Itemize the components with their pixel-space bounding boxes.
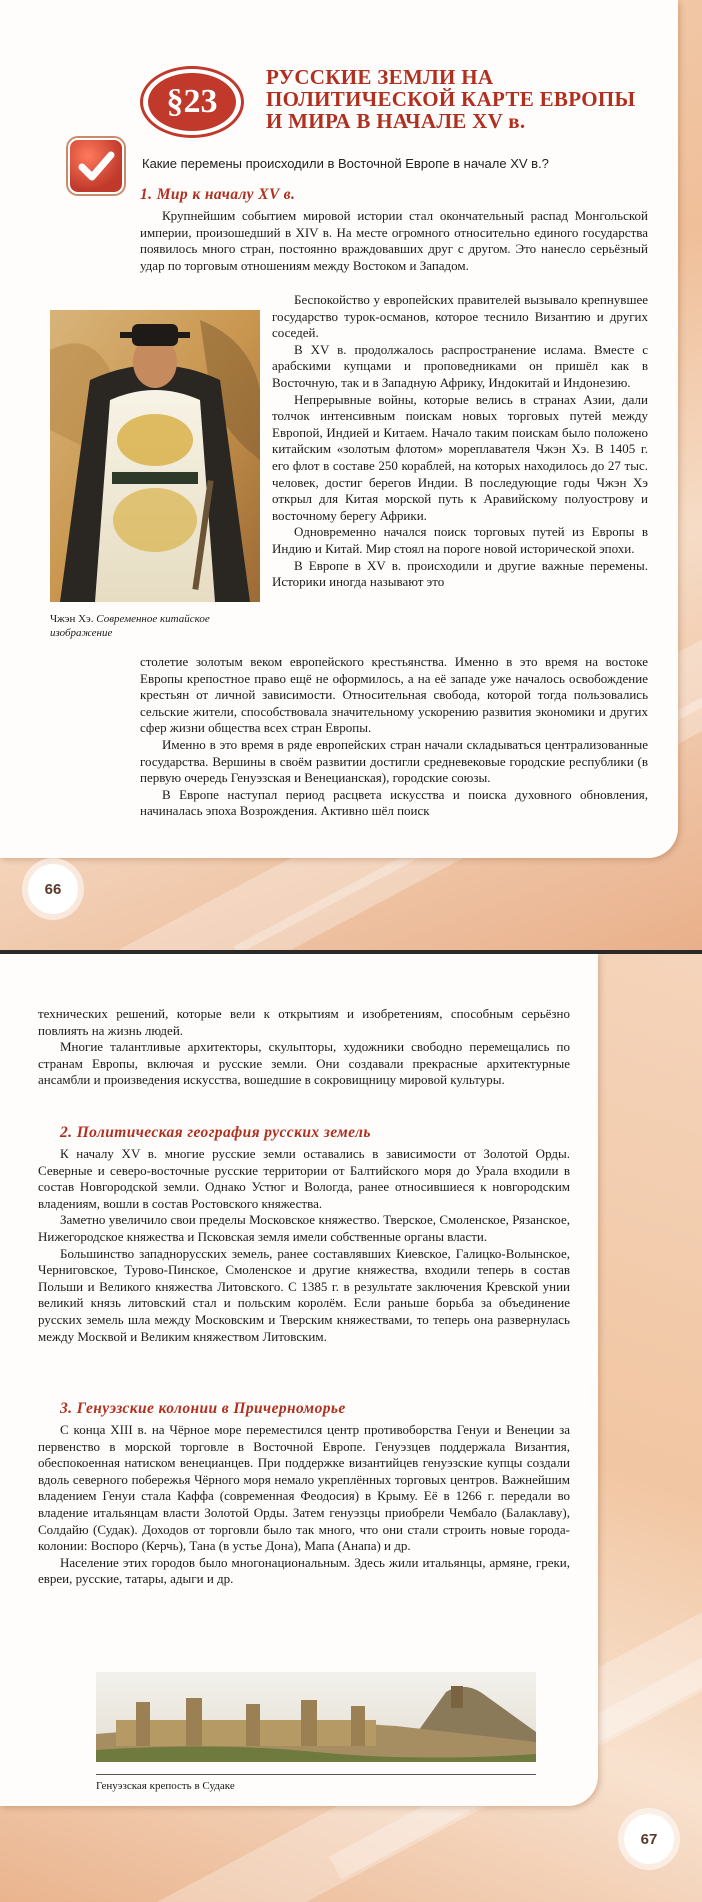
zheng-he-portrait bbox=[50, 310, 260, 602]
section-question: Какие перемены происходили в Восточной Европе в начале XV в.? bbox=[142, 156, 549, 171]
paragraph: столетие золотым веком европейского крестьянства. Именно в это время на востоке Европы крепостное право ещё не оформилось, а на её западе уже началось освобождение крестьян от личной зависимости. Относительная свобода, которой тогда пользовались сельские жители, способствовала значительному ускорению развития экономики и других сфер жизни общества всех стран Европы. bbox=[140, 654, 648, 736]
section-heading-1: 1. Мир к началу XV в. bbox=[140, 186, 296, 203]
section-heading-3: 3. Генуэзские колонии в Причерноморье bbox=[60, 1400, 346, 1417]
caption-name: Чжэн Хэ. bbox=[50, 613, 94, 625]
page-number: 67 bbox=[624, 1814, 674, 1864]
chapter-title-line: И МИРА В НАЧАЛЕ XV в. bbox=[266, 109, 526, 133]
paragraph: Заметно увеличило свои пределы Московское княжество. Тверское, Смоленское, Рязанское, Нижегородское княжества и Псковская земля имели собственные органы власти. bbox=[38, 1212, 570, 1244]
paragraph: В XV в. продолжалось распространение ислама. Вместе с арабскими купцами и проповедниками он пришёл как в Восточную, так и в Западную Африку, Индокитай и Индонезию. bbox=[272, 341, 648, 390]
paragraph: Население этих городов было многонациональным. Здесь жили итальянцы, армяне, греки, евреи, русские, татары, адыги и др. bbox=[38, 1554, 570, 1587]
paragraph: Беспокойство у европейских правителей вызывало крепнувшее государство турок-османов, которое теснило Византию и других соседей. bbox=[272, 292, 648, 341]
paragraph: Именно в это время в ряде европейских стран начали складываться централизованные государства. Вершины в своём развитии достигли средневековые городские республики (в первую очередь Генуэзская и Венецианская), городские союзы. bbox=[140, 736, 648, 786]
caption-italic: Современное китайское изображение bbox=[50, 613, 210, 639]
sudak-fortress-image bbox=[96, 1672, 536, 1762]
bottom-column bbox=[140, 654, 648, 820]
page-67 bbox=[0, 954, 702, 1902]
paragraph: технических решений, которые вели к открытиям и изобретениям, способным серьёзно повлиять на жизнь людей. bbox=[38, 1006, 570, 1038]
chapter-title-line: РУССКИЕ ЗЕМЛИ НА bbox=[266, 65, 494, 89]
top-column bbox=[38, 1006, 570, 1089]
fortress-caption: Генуэзская крепость в Судаке bbox=[96, 1774, 536, 1793]
page-number: 66 bbox=[28, 864, 78, 914]
page-66 bbox=[0, 0, 702, 950]
section3-text bbox=[38, 1422, 570, 1588]
chapter-title-line: ПОЛИТИЧЕСКОЙ КАРТЕ ЕВРОПЫ bbox=[266, 87, 636, 111]
paragraph: В Европе в XV в. происходили и другие важные перемены. Историки иногда называют это bbox=[272, 557, 648, 590]
paragraph-number: §23 bbox=[148, 73, 236, 131]
paragraph: В Европе наступал период расцвета искусства и поиска духовного обновления, начиналась эпоха Возрождения. Активно шёл поиск bbox=[140, 786, 648, 819]
paragraph: С конца XIII в. на Чёрное море переместился центр противоборства Генуи и Венеции за первенство в морской торговле в Восточной Европе. Генуэзцев поддержала Византия, обеспокоенная натиском венецианцев. При поддержке византийцев генуэзские купцы создали вдоль северного побережья Чёрного моря немало укреплённых торговых центров. Важнейшим владением Генуи стала Каффа (современная Феодосия) в Крыму. Её в 1266 г. передали во владение итальянцам власти Золотой Орды. Затем генуэзцы приобрели Чембало (Балаклаву), Солдайю (Судак). Доходов от торговли было так много, что они стали строить новые города-колонии: Воспоро (Керчь), Тана (в устье Дона), Мапа (Анапа) и др. bbox=[38, 1422, 570, 1554]
intro-paragraph bbox=[140, 208, 648, 274]
check-icon bbox=[68, 138, 124, 194]
portrait-caption bbox=[50, 612, 260, 640]
paragraph: К началу XV в. многие русские земли оставались в зависимости от Золотой Орды. Северные и северо-восточные русские территории от Балтийского моря до Урала входили в состав Новгородской земли. Однако Устюг и Вологда, ранее относившиеся к новгородским владениям, вошли в состав Ростовского княжества. bbox=[38, 1146, 570, 1211]
paragraph-badge bbox=[140, 66, 244, 138]
paragraph: Большинство западнорусских земель, ранее составлявших Киевское, Галицко-Волынское, Черниговское, Турово-Пинское, Смоленское и другие княжества, входили теперь в состав Польши и Великого княжества Литовского. С 1385 г. в результате заключения Кревской унии великий князь литовский стал и польским королём. Если раньше борьба за объединение русских земель шла между Московским и Тверским княжествами, то теперь она развернулась между Москвой и Великим княжеством Литовским. bbox=[38, 1245, 570, 1344]
paragraph: Многие талантливые архитекторы, скульпторы, художники свободно перемещались по странам Европы, включая и русские земли. Они создавали прекрасные архитектурные ансамбли и произведения искусства, вошедшие в сокровищницу мировой культуры. bbox=[38, 1039, 570, 1088]
paragraph: Крупнейшим событием мировой истории стал окончательный распад Монгольской империи, произошедший в XIV в. На месте огромного относительно единого государства появилось много стран, постоянно враждовавших друг с другом. Это нанесло серьёзный удар по торговым отношениям между Востоком и Западом. bbox=[140, 208, 648, 273]
paragraph: Непрерывные войны, которые велись в странах Азии, дали толчок интенсивным поискам новых торговых путей между Европой, Индией и Китаем. Начало таким поискам было положено китайским «золотым флотом» мореплавателя Чжэн Хэ. В 1405 г. его флот в составе 250 кораблей, на которых находилось до 27 тыс. человек, достиг берегов Индии. В последующие годы Чжэн Хэ открыл для Китая морской путь к Аравийскому полуострову и восточному берегу Африки. bbox=[272, 391, 648, 523]
section-heading-2: 2. Политическая география русских земель bbox=[60, 1124, 371, 1141]
side-column bbox=[272, 292, 648, 591]
paragraph: Одновременно начался поиск торговых путей из Европы в Индию и Китай. Мир стоял на пороге новой исторической эпохи. bbox=[272, 524, 648, 556]
section2-text bbox=[38, 1146, 570, 1345]
chapter-title bbox=[266, 66, 666, 132]
